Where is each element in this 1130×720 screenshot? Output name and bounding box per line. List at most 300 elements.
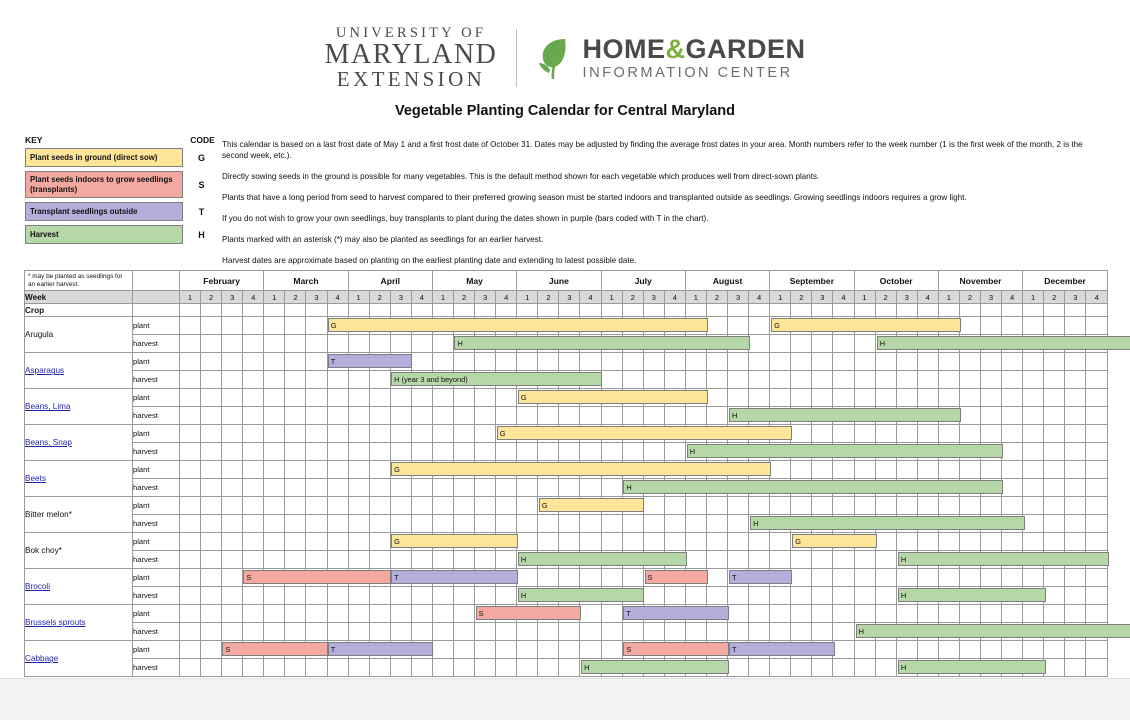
crop-row-empty-cell xyxy=(706,304,727,317)
calendar-cell xyxy=(285,461,306,479)
calendar-cell xyxy=(454,641,475,659)
calendar-cell xyxy=(180,317,780,335)
month-header-august: August xyxy=(685,271,769,291)
calendar-cell xyxy=(327,461,348,479)
table-row xyxy=(25,389,1108,407)
calendar-cell xyxy=(812,371,833,389)
calendar-cell xyxy=(369,623,390,641)
calendar-cell xyxy=(938,623,959,641)
calendar-cell xyxy=(749,371,770,389)
calendar-cell xyxy=(222,551,243,569)
calendar-cell xyxy=(538,335,559,353)
calendar-cell xyxy=(896,569,917,587)
calendar-cell xyxy=(348,497,369,515)
crop-row-spacer xyxy=(133,304,180,317)
week-number-cell: 3 xyxy=(728,291,749,304)
month-header-october: October xyxy=(854,271,938,291)
calendar-cell xyxy=(706,569,727,587)
calendar-cell xyxy=(390,587,411,605)
week-number-cell: 2 xyxy=(285,291,306,304)
crop-row-empty-cell xyxy=(959,304,980,317)
calendar-cell xyxy=(833,389,854,407)
calendar-cell xyxy=(1044,533,1065,551)
calendar-cell xyxy=(222,461,243,479)
calendar-cell xyxy=(264,659,285,677)
calendar-cell xyxy=(243,587,264,605)
calendar-cell xyxy=(432,407,453,425)
calendar-cell xyxy=(432,641,453,659)
calendar-cell xyxy=(475,479,496,497)
calendar-cell xyxy=(390,425,411,443)
calendar-cell xyxy=(538,389,559,407)
calendar-cell xyxy=(896,659,917,677)
calendar-cell xyxy=(728,641,749,659)
calendar-cell xyxy=(475,335,496,353)
calendar-cell xyxy=(791,479,812,497)
calendar-cell xyxy=(980,389,1001,407)
calendar-cell xyxy=(938,569,959,587)
calendar-cell xyxy=(685,587,706,605)
calendar-cell xyxy=(1023,533,1044,551)
calendar-cell xyxy=(1086,623,1108,641)
calendar-cell xyxy=(580,587,601,605)
calendar-cell xyxy=(306,353,327,371)
calendar-cell xyxy=(685,551,706,569)
calendar-cell xyxy=(538,425,559,443)
calendar-cell xyxy=(664,533,685,551)
calendar-cell xyxy=(559,461,580,479)
calendar-cell xyxy=(896,443,917,461)
month-header-december: December xyxy=(1023,271,1108,291)
calendar-cell xyxy=(706,425,727,443)
calendar-cell xyxy=(348,407,369,425)
calendar-cell xyxy=(706,371,727,389)
crop-row-empty-cell xyxy=(749,304,770,317)
calendar-cell xyxy=(1023,371,1044,389)
calendar-cell xyxy=(875,533,896,551)
calendar-cell xyxy=(580,407,601,425)
calendar-cell xyxy=(833,569,854,587)
calendar-cell xyxy=(980,443,1001,461)
calendar-cell xyxy=(475,443,496,461)
calendar-cell xyxy=(685,623,706,641)
calendar-cell xyxy=(517,587,538,605)
calendar-cell xyxy=(938,497,959,515)
month-header-april: April xyxy=(348,271,432,291)
calendar-cell xyxy=(348,443,369,461)
calendar-cell xyxy=(706,317,727,335)
plant-row-label: plant xyxy=(133,497,180,515)
calendar-cell xyxy=(264,461,285,479)
calendar-cell xyxy=(201,623,222,641)
week-number-cell: 3 xyxy=(812,291,833,304)
calendar-cell xyxy=(1002,515,1023,533)
calendar-cell xyxy=(327,335,348,353)
calendar-cell xyxy=(643,515,664,533)
calendar-cell xyxy=(327,389,348,407)
calendar-cell xyxy=(369,587,390,605)
calendar-bar-h: H xyxy=(581,660,729,674)
calendar-cell xyxy=(180,461,400,479)
calendar-cell xyxy=(432,461,453,479)
calendar-cell xyxy=(791,659,812,677)
harvest-row-label: harvest xyxy=(133,515,180,533)
calendar-cell xyxy=(538,533,559,551)
crop-name-asparagus[interactable]: Asparagus xyxy=(25,353,133,389)
calendar-cell xyxy=(622,533,643,551)
calendar-cell xyxy=(180,659,907,677)
calendar-cell xyxy=(454,353,475,371)
calendar-cell xyxy=(1086,479,1108,497)
calendar-cell xyxy=(728,443,749,461)
calendar-cell xyxy=(496,335,517,353)
calendar-cell xyxy=(1044,317,1065,335)
calendar-cell xyxy=(643,389,664,407)
week-number-cell: 1 xyxy=(938,291,959,304)
month-header-february: February xyxy=(180,271,264,291)
calendar-cell xyxy=(201,569,222,587)
calendar-bar-t: T xyxy=(623,606,729,620)
calendar-cell xyxy=(580,641,601,659)
calendar-cell xyxy=(749,623,770,641)
calendar-cell xyxy=(875,425,896,443)
calendar-cell xyxy=(517,623,538,641)
calendar-cell xyxy=(812,515,833,533)
crop-row-empty-cell xyxy=(1065,304,1086,317)
calendar-cell xyxy=(938,515,959,533)
crop-name-brocoli[interactable]: Brocoli xyxy=(25,569,133,605)
hgic-word-home: HOME xyxy=(582,34,666,65)
crop-name-beans-snap[interactable]: Beans, Snap xyxy=(25,425,133,461)
calendar-cell xyxy=(791,569,812,587)
calendar-cell xyxy=(390,443,411,461)
calendar-cell xyxy=(559,443,580,461)
calendar-cell xyxy=(390,371,411,389)
calendar-cell xyxy=(959,335,980,353)
harvest-row-label: harvest xyxy=(133,659,180,677)
calendar-cell xyxy=(580,569,601,587)
calendar-cell xyxy=(306,605,327,623)
intro-paragraph: Plants that have a long period from seed to harvest compared to their preferred growing season must be started indoors and transplanted outside as seedlings. Growing seedlings indoors requires a grow light. xyxy=(222,192,967,202)
calendar-cell xyxy=(348,335,369,353)
calendar-cell xyxy=(980,515,1001,533)
calendar-cell xyxy=(959,515,980,533)
calendar-cell xyxy=(917,515,938,533)
crop-row-empty-cell xyxy=(833,304,854,317)
calendar-bar-t: T xyxy=(729,570,792,584)
calendar-cell xyxy=(643,461,664,479)
calendar-cell xyxy=(1044,407,1065,425)
calendar-cell xyxy=(327,605,348,623)
calendar-cell xyxy=(643,407,664,425)
calendar-cell xyxy=(601,659,622,677)
calendar-bar-g: G xyxy=(518,390,708,404)
calendar-cell xyxy=(243,335,264,353)
calendar-cell xyxy=(664,317,685,335)
calendar-cell xyxy=(749,587,770,605)
calendar-cell xyxy=(770,389,791,407)
calendar-cell xyxy=(222,353,243,371)
calendar-cell xyxy=(917,443,938,461)
calendar-cell xyxy=(559,569,580,587)
calendar-cell xyxy=(896,425,917,443)
calendar-cell xyxy=(264,407,285,425)
week-number-cell: 2 xyxy=(706,291,727,304)
calendar-cell xyxy=(601,551,622,569)
calendar-cell xyxy=(475,407,496,425)
calendar-cell xyxy=(475,461,496,479)
calendar-bar-h: H (year 3 and beyond) xyxy=(391,372,602,386)
calendar-cell xyxy=(285,659,306,677)
calendar-cell xyxy=(833,443,854,461)
key-code-t: T xyxy=(198,206,205,217)
calendar-cell xyxy=(390,569,411,587)
calendar-bar-t: T xyxy=(729,642,835,656)
calendar-cell xyxy=(685,497,706,515)
crop-name-beans-lima[interactable]: Beans, Lima xyxy=(25,389,133,425)
calendar-cell xyxy=(706,443,727,461)
calendar-cell xyxy=(770,317,791,335)
crop-row-empty-cell xyxy=(327,304,348,317)
calendar-cell xyxy=(580,371,601,389)
calendar-cell xyxy=(180,587,907,605)
calendar-cell xyxy=(664,515,685,533)
harvest-row-label: harvest xyxy=(133,479,180,497)
calendar-cell xyxy=(875,569,896,587)
week-number-cell: 1 xyxy=(770,291,791,304)
calendar-cell xyxy=(496,479,517,497)
crop-row-empty-cell xyxy=(917,304,938,317)
calendar-cell xyxy=(369,353,390,371)
hgic-logo xyxy=(535,33,806,83)
calendar-cell xyxy=(1086,533,1108,551)
calendar-cell xyxy=(938,551,959,569)
calendar-cell xyxy=(896,497,917,515)
calendar-bar-h: H xyxy=(454,336,750,350)
plant-row-label: plant xyxy=(133,389,180,407)
calendar-cell xyxy=(770,533,791,551)
calendar-cell xyxy=(1086,659,1108,677)
calendar-cell xyxy=(496,461,517,479)
calendar-cell xyxy=(538,605,559,623)
calendar-cell xyxy=(770,335,791,353)
calendar-cell xyxy=(643,605,664,623)
calendar-cell xyxy=(1002,425,1023,443)
calendar-cell xyxy=(201,371,222,389)
calendar-cell xyxy=(896,479,917,497)
calendar-cell xyxy=(685,389,706,407)
calendar-cell xyxy=(390,497,411,515)
calendar-cell xyxy=(875,623,896,641)
calendar-cell xyxy=(411,389,432,407)
calendar-cell xyxy=(454,479,475,497)
calendar-cell xyxy=(706,551,727,569)
calendar-cell xyxy=(622,407,643,425)
calendar-cell xyxy=(622,551,643,569)
calendar-cell xyxy=(664,371,685,389)
calendar-cell xyxy=(622,479,643,497)
calendar-cell xyxy=(601,407,622,425)
calendar-cell xyxy=(243,641,264,659)
calendar-cell xyxy=(770,425,791,443)
harvest-row-label: harvest xyxy=(133,371,180,389)
calendar-cell xyxy=(728,515,749,533)
calendar-cell xyxy=(411,497,432,515)
intro-paragraph: If you do not wish to grow your own seedlings, buy transplants to plant during the dates shown in purple (bars coded with T in the chart). xyxy=(222,213,709,223)
calendar-bar-s: S xyxy=(623,642,729,656)
calendar-cell xyxy=(1002,317,1023,335)
calendar-cell xyxy=(559,389,580,407)
calendar-cell xyxy=(749,407,770,425)
calendar-cell xyxy=(222,659,243,677)
calendar-cell xyxy=(938,407,959,425)
page-title: Vegetable Planting Calendar for Central Maryland xyxy=(394,103,736,119)
calendar-cell xyxy=(1023,407,1044,425)
calendar-cell xyxy=(201,605,222,623)
calendar-cell xyxy=(833,641,854,659)
calendar-cell xyxy=(770,587,791,605)
calendar-cell xyxy=(685,641,706,659)
calendar-cell xyxy=(538,353,559,371)
calendar-cell xyxy=(390,623,411,641)
harvest-row-label: harvest xyxy=(133,443,180,461)
calendar-cell xyxy=(601,425,622,443)
calendar-cell xyxy=(538,569,559,587)
calendar-cell xyxy=(1065,569,1086,587)
calendar-cell xyxy=(791,551,812,569)
month-header-november: November xyxy=(938,271,1022,291)
calendar-cell xyxy=(411,371,432,389)
calendar-cell xyxy=(706,353,727,371)
calendar-cell xyxy=(896,551,917,569)
calendar-cell xyxy=(854,623,875,641)
calendar-cell xyxy=(812,587,833,605)
calendar-cell xyxy=(706,479,727,497)
calendar-cell xyxy=(411,587,432,605)
calendar-cell xyxy=(475,425,496,443)
calendar-cell xyxy=(285,371,306,389)
calendar-cell xyxy=(264,479,285,497)
calendar-cell xyxy=(1044,353,1065,371)
calendar-cell xyxy=(454,551,475,569)
masthead-divider xyxy=(516,29,517,87)
calendar-cell xyxy=(180,497,548,515)
calendar-cell xyxy=(601,371,622,389)
calendar-cell xyxy=(559,605,580,623)
calendar-cell xyxy=(496,605,517,623)
calendar-cell xyxy=(1086,605,1108,623)
umd-line-1: UNIVERSITY OF xyxy=(335,25,487,41)
calendar-cell xyxy=(643,623,664,641)
calendar-cell xyxy=(643,335,664,353)
calendar-cell xyxy=(1086,335,1108,353)
month-header-may: May xyxy=(432,271,516,291)
calendar-cell xyxy=(854,443,875,461)
calendar-cell xyxy=(728,659,749,677)
calendar-cell xyxy=(1023,569,1044,587)
week-number-cell: 1 xyxy=(1023,291,1044,304)
calendar-cell xyxy=(643,551,664,569)
crop-name-arugula: Arugula xyxy=(25,317,133,353)
calendar-cell xyxy=(538,623,559,641)
calendar-cell xyxy=(243,497,264,515)
calendar-cell xyxy=(517,443,538,461)
week-number-cell: 3 xyxy=(475,291,496,304)
calendar-cell xyxy=(306,659,327,677)
calendar-cell xyxy=(791,497,812,515)
calendar-cell xyxy=(411,335,432,353)
calendar-cell xyxy=(327,659,348,677)
calendar-cell xyxy=(580,515,601,533)
calendar-cell xyxy=(622,497,643,515)
calendar-cell xyxy=(685,479,706,497)
calendar-cell xyxy=(854,407,875,425)
calendar-cell xyxy=(1065,605,1086,623)
calendar-cell xyxy=(917,587,938,605)
calendar-cell xyxy=(222,641,243,659)
crop-name-beets[interactable]: Beets xyxy=(25,461,133,497)
calendar-cell xyxy=(1065,497,1086,515)
calendar-cell xyxy=(432,335,453,353)
calendar-cell xyxy=(833,587,854,605)
calendar-cell xyxy=(369,641,390,659)
calendar-cell xyxy=(454,443,475,461)
calendar-cell xyxy=(348,515,369,533)
calendar-cell xyxy=(180,353,336,371)
crop-row-empty-cell xyxy=(643,304,664,317)
calendar-cell xyxy=(306,533,327,551)
calendar-cell xyxy=(728,407,749,425)
calendar-cell xyxy=(938,371,959,389)
plant-row-label: plant xyxy=(133,605,180,623)
calendar-cell xyxy=(285,317,306,335)
calendar-cell xyxy=(770,569,791,587)
calendar-cell xyxy=(959,407,980,425)
calendar-cell xyxy=(959,551,980,569)
calendar-cell xyxy=(180,569,737,587)
week-number-cell: 4 xyxy=(1002,291,1023,304)
crop-name-brussels-sprouts[interactable]: Brussels sprouts xyxy=(25,605,133,641)
week-number-cell: 4 xyxy=(749,291,770,304)
calendar-cell xyxy=(559,533,580,551)
calendar-cell xyxy=(791,587,812,605)
calendar-cell xyxy=(1086,407,1108,425)
calendar-cell xyxy=(369,425,390,443)
calendar-cell xyxy=(559,407,580,425)
calendar-cell xyxy=(728,389,749,407)
calendar-cell xyxy=(390,479,411,497)
calendar-cell xyxy=(664,425,685,443)
crop-row-empty-cell xyxy=(475,304,496,317)
calendar-bar-t: T xyxy=(391,570,518,584)
crop-name-bitter-melon: Bitter melon* xyxy=(25,497,133,533)
week-number-cell: 3 xyxy=(1065,291,1086,304)
calendar-cell xyxy=(517,353,538,371)
calendar-cell xyxy=(243,533,264,551)
calendar-cell xyxy=(327,569,348,587)
calendar-cell xyxy=(1002,533,1023,551)
crop-name-cabbage[interactable]: Cabbage xyxy=(25,641,133,677)
calendar-cell xyxy=(854,497,875,515)
week-number-cell: 2 xyxy=(369,291,390,304)
calendar-cell xyxy=(348,425,369,443)
calendar-cell xyxy=(854,317,875,335)
calendar-cell xyxy=(854,659,875,677)
crop-row-empty-cell xyxy=(854,304,875,317)
calendar-cell xyxy=(559,551,580,569)
hgic-word-garden: GARDEN xyxy=(685,34,806,65)
calendar-cell xyxy=(454,497,475,515)
